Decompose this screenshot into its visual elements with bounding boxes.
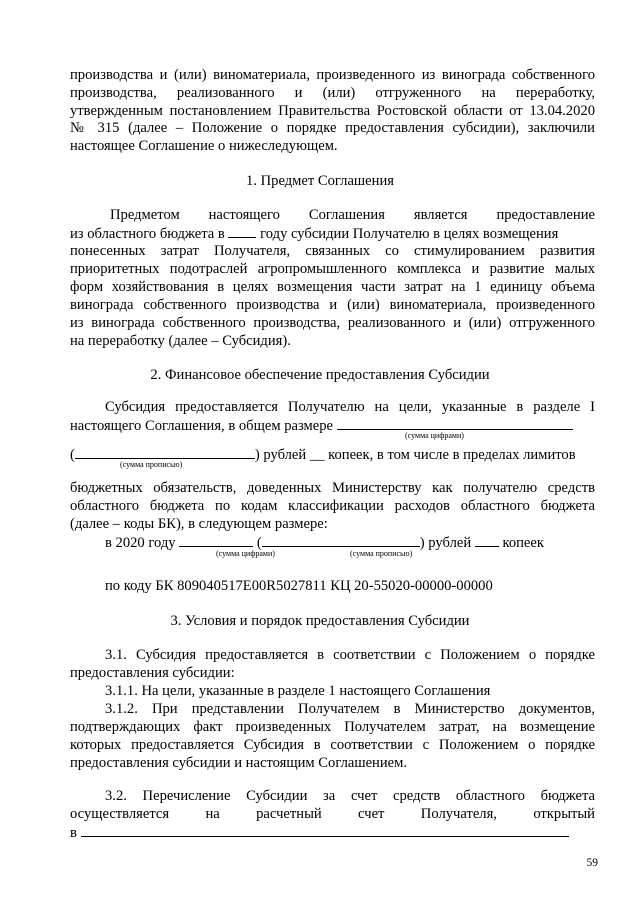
year-blank bbox=[228, 224, 256, 238]
caption-digits: (сумма цифрами) bbox=[216, 549, 275, 558]
section-3-line: предоставления субсидии и настоящим Соглашением. bbox=[70, 755, 408, 771]
section-1-line: из винограда собственного производства, реализованного и (или) отгруженного bbox=[70, 315, 595, 331]
section-2-title: 2. Финансовое обеспечение предоставления Субсидии bbox=[150, 367, 490, 383]
text-fragment: ) рублей __ копеек, в том числе в пределах лимитов bbox=[254, 447, 576, 463]
section-2-line: областного бюджета по кодам классификации расходов областного бюджета bbox=[70, 498, 595, 514]
text-fragment: настоящего Соглашения, в общем размере bbox=[70, 418, 334, 434]
section-1-line bbox=[70, 224, 558, 243]
text-fragment: в bbox=[70, 825, 77, 841]
caption-words: (сумма прописью) bbox=[120, 460, 183, 469]
section-3-line: которых предоставляется Субсидия в соответствии с Положением о порядке bbox=[70, 737, 595, 753]
text-fragment: ( bbox=[70, 447, 75, 463]
intro-line: утвержденным постановлением Правительства Ростовской области от 13.04.2020 bbox=[70, 103, 595, 119]
text-fragment: копеек bbox=[502, 535, 544, 551]
section-3-line: осуществляется на расчетный счет Получателя, открытый bbox=[70, 806, 595, 822]
section-1-line: понесенных затрат Получателя, связанных со стимулированием развития bbox=[70, 243, 595, 259]
intro-line: № 315 (далее – Положение о порядке предоставления субсидии), заключили bbox=[70, 120, 595, 136]
intro-line: производства, реализованного и (или) отгруженного на переработку, bbox=[70, 85, 595, 101]
page-number: 59 bbox=[586, 857, 598, 869]
amount-digits-blank bbox=[337, 416, 573, 430]
section-1-line: на переработку (далее – Субсидия). bbox=[70, 333, 291, 349]
section-1-title: 1. Предмет Соглашения bbox=[246, 173, 394, 189]
year-amount-words-blank bbox=[262, 533, 420, 547]
bank-blank bbox=[81, 823, 569, 837]
section-3-line: 3.2. Перечисление Субсидии за счет средств областного бюджета bbox=[105, 788, 595, 804]
section-2-line bbox=[70, 416, 573, 435]
text-fragment: ( bbox=[256, 535, 262, 551]
caption-digits: (сумма цифрами) bbox=[405, 431, 464, 440]
amount-words-blank bbox=[75, 445, 255, 459]
section-3-line: 3.1.1. На цели, указанные в разделе 1 настоящего Соглашения bbox=[105, 683, 491, 699]
text-fragment: в 2020 году bbox=[105, 535, 176, 551]
year-amount-digits-blank bbox=[179, 533, 253, 547]
intro-line: производства и (или) виноматериала, произведенного из винограда собственного bbox=[70, 67, 595, 83]
section-2-line: бюджетных обязательств, доведенных Министерству как получателю средств bbox=[70, 480, 595, 496]
section-3-line: подтверждающих факт произведенных Получателем затрат, на возмещение bbox=[70, 719, 595, 735]
section-1-line: приоритетных подотраслей агропромышленного комплекса и развитие малых bbox=[70, 261, 595, 277]
section-3-title: 3. Условия и порядок предоставления Субсидии bbox=[170, 613, 470, 629]
section-2-line bbox=[105, 533, 544, 552]
kbk-line: по коду БК 809040517Е00R5027811 КЦ 20-55020-00000-00000 bbox=[105, 578, 493, 594]
text-fragment: году субсидии Получателю в целях возмещения bbox=[260, 226, 559, 242]
section-1-line: Предметом настоящего Соглашения является предоставление bbox=[110, 207, 595, 223]
section-1-line: форм хозяйствования в целях возмещения части затрат на 1 единицу объема bbox=[70, 279, 595, 295]
intro-line: настоящее Соглашение о нижеследующем. bbox=[70, 138, 338, 154]
caption-words: (сумма прописью) bbox=[350, 549, 413, 558]
section-3-line: 3.1.2. При представлении Получателем в Министерство документов, bbox=[105, 701, 595, 717]
text-fragment: ) рублей bbox=[419, 535, 472, 551]
section-2-line: (далее – коды БК), в следующем размере: bbox=[70, 516, 328, 532]
text-fragment: из областного бюджета в bbox=[70, 226, 225, 242]
section-2-line: Субсидия предоставляется Получателю на цели, указанные в разделе I bbox=[105, 399, 595, 415]
section-3-line: предоставления субсидии: bbox=[70, 665, 235, 681]
kopeck-blank bbox=[475, 533, 499, 547]
section-3-line bbox=[70, 823, 569, 842]
section-3-line: 3.1. Субсидия предоставляется в соответствии с Положением о порядке bbox=[105, 647, 595, 663]
section-1-line: винограда собственного производства и (или) виноматериала, произведенного bbox=[70, 297, 595, 313]
